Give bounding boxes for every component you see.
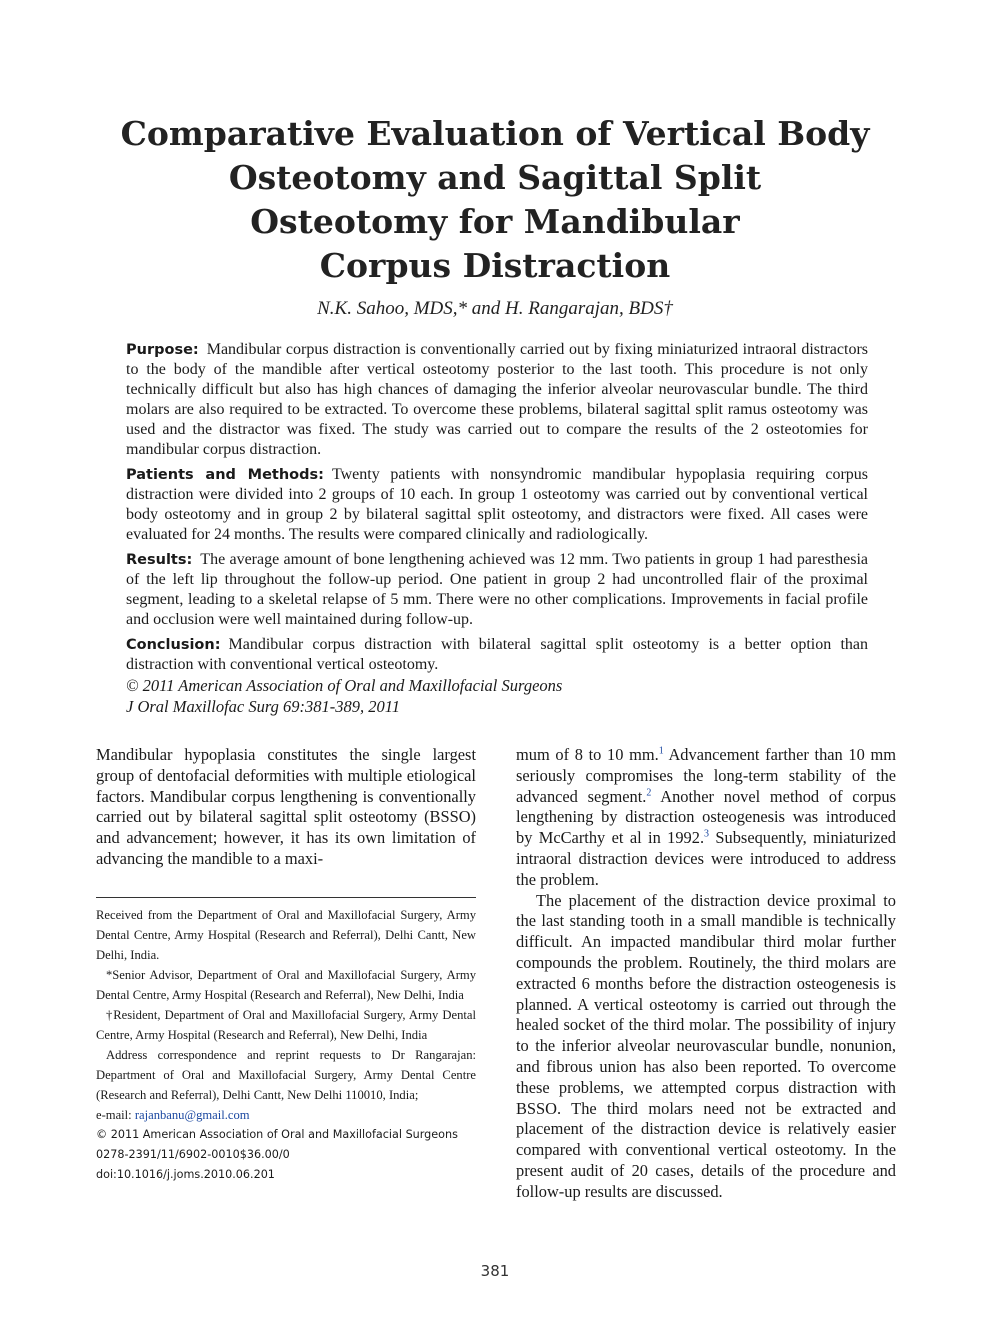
body-column-left: [96, 745, 476, 870]
body-paragraph: [516, 745, 896, 891]
title-line: Osteotomy for Mandibular: [250, 202, 740, 241]
abstract-label: Results:: [126, 552, 193, 568]
footnote-resident-author: †Resident, Department of Oral and Maxillofacial Surgery, Army Dental Centre, Army Hospital (Research and Referral), New Delhi, India: [96, 1008, 476, 1042]
author-line: N.K. Sahoo, MDS,* and H. Rangarajan, BDS†: [317, 298, 673, 319]
title-line: Osteotomy and Sagittal Split: [228, 158, 762, 197]
reference-link[interactable]: 3: [704, 828, 710, 840]
abstract-conclusion: [126, 635, 868, 675]
abstract: [126, 340, 868, 717]
abstract-text: The average amount of bone lengthening achieved was 12 mm. Two patients in group 1 had paresthesia of the left lip throughout the follow-up period. One patient in group 2 had uncontrolled flair of the proximal segment, leading to a skeletal relapse of 5 mm. There were no other complications. Improvements in facial profile and occlusion were well maintained during follow-up.: [126, 551, 868, 628]
footnote-email-line: [96, 1105, 476, 1125]
abstract-label: Purpose:: [126, 342, 199, 358]
footnote-divider: [96, 897, 476, 898]
email-link[interactable]: rajanbanu@gmail.com: [134, 1108, 250, 1122]
page-number: 381: [480, 1262, 510, 1280]
footnotes: [96, 905, 476, 1185]
abstract-methods: [126, 465, 868, 545]
body-paragraph: Mandibular hypoplasia constitutes the single largest group of dentofacial deformities with multiple etiological factors. Mandibular corpus lengthening is conventionally carried out by bilateral sagittal split osteotomy (BSSO) and advancement; however, it has its own limitation of advancing the mandible to a maxi-: [96, 745, 476, 868]
body-text: Subsequently, miniaturized intraoral distraction devices were introduced to address the problem.: [516, 828, 896, 889]
journal-citation: J Oral Maxillofac Surg 69:381-389, 2011: [126, 697, 401, 716]
body-text: Another novel method of corpus lengthening by distraction osteogenesis was introduced by McCarthy et al in 1992.: [516, 786, 896, 848]
body-paragraph: The placement of the distraction device proximal to the last standing tooth in a small mandible is technically difficult. An impacted mandibular third molar further compounds the problem. Routinely, the third molars are extracted 6 months before the distraction osteogenesis is planned. A vertical osteotomy is carried out through the healed socket of the third molar. The possibility of injury to the inferior alveolar neurovascular bundle, nonunion, and fibrous union has also been reported. To overcome these problems, we attempted corpus distraction with BSSO. The third molars need not be extracted and placement of the distraction device is relatively easier compared with conventional vertical osteotomy. In the present audit of 20 cases, details of the procedure and follow-up results are discussed.: [516, 890, 896, 1201]
abstract-label: Conclusion:: [126, 637, 221, 653]
email-label: e-mail:: [96, 1108, 135, 1122]
reference-link[interactable]: 2: [646, 787, 652, 799]
title-line: Corpus Distraction: [319, 246, 671, 285]
abstract-results: [126, 550, 868, 630]
abstract-text: Mandibular corpus distraction with bilateral sagittal split osteotomy is a better option than distraction with conventional vertical osteotomy.: [126, 636, 868, 673]
body-text: Advancement farther than 10 mm seriously compromises the long-term stability of the advanced segment.: [516, 745, 896, 806]
abstract-text: Mandibular corpus distraction is conventionally carried out by fixing miniaturized intraoral distractors to the body of the mandible after vertical osteotomy posterior to the last tooth. This procedure is not only technically difficult but also has high chances of damaging the inferior alveolar neurovascular bundle. The third molars are also required to be extracted. To overcome these problems, bilateral sagittal split ramus osteotomy was used and the distractor was fixed. The study was carried out to compare the results of the 2 osteotomies for mandibular corpus distraction.: [126, 341, 868, 458]
footnote-doi[interactable]: doi:10.1016/j.joms.2010.06.201: [96, 1168, 275, 1181]
footnote-copyright: © 2011 American Association of Oral and Maxillofacial Surgeons: [96, 1128, 458, 1141]
footnote-senior-author: *Senior Advisor, Department of Oral and Maxillofacial Surgery, Army Dental Centre, Army Hospital (Research and Referral), New Delhi, India: [96, 968, 476, 1002]
abstract-text: Twenty patients with nonsyndromic mandibular hypoplasia requiring corpus distraction were divided into 2 groups of 10 each. In group 1 osteotomy was carried out by conventional vertical body osteotomy and in group 2 by bilateral sagittal split osteotomy, and distractors were fixed. All cases were evaluated for 24 months. The results were compared clinically and radiologically.: [126, 466, 868, 543]
abstract-copyright: © 2011 American Association of Oral and Maxillofacial Surgeons: [126, 676, 563, 695]
footnote-issn: 0278-2391/11/6902-0010$36.00/0: [96, 1148, 290, 1161]
title-line: Comparative Evaluation of Vertical Body: [120, 114, 870, 153]
reference-link[interactable]: 1: [658, 745, 664, 757]
body-column-right: [516, 745, 896, 1203]
body-text: mum of 8 to 10 mm.: [516, 745, 659, 764]
article-title: [100, 112, 890, 288]
footnote-correspondence: Address correspondence and reprint requests to Dr Rangarajan: Department of Oral and Maxillofacial Surgery, Army Dental Centre (Research and Referral), Delhi Cantt, New Delhi 110010, India;: [96, 1048, 476, 1102]
abstract-label: Patients and Methods:: [126, 467, 324, 483]
abstract-purpose: [126, 340, 868, 460]
footnote-received: Received from the Department of Oral and Maxillofacial Surgery, Army Dental Centre, Army Hospital (Research and Referral), Delhi Cantt, New Delhi, India.: [96, 908, 476, 962]
